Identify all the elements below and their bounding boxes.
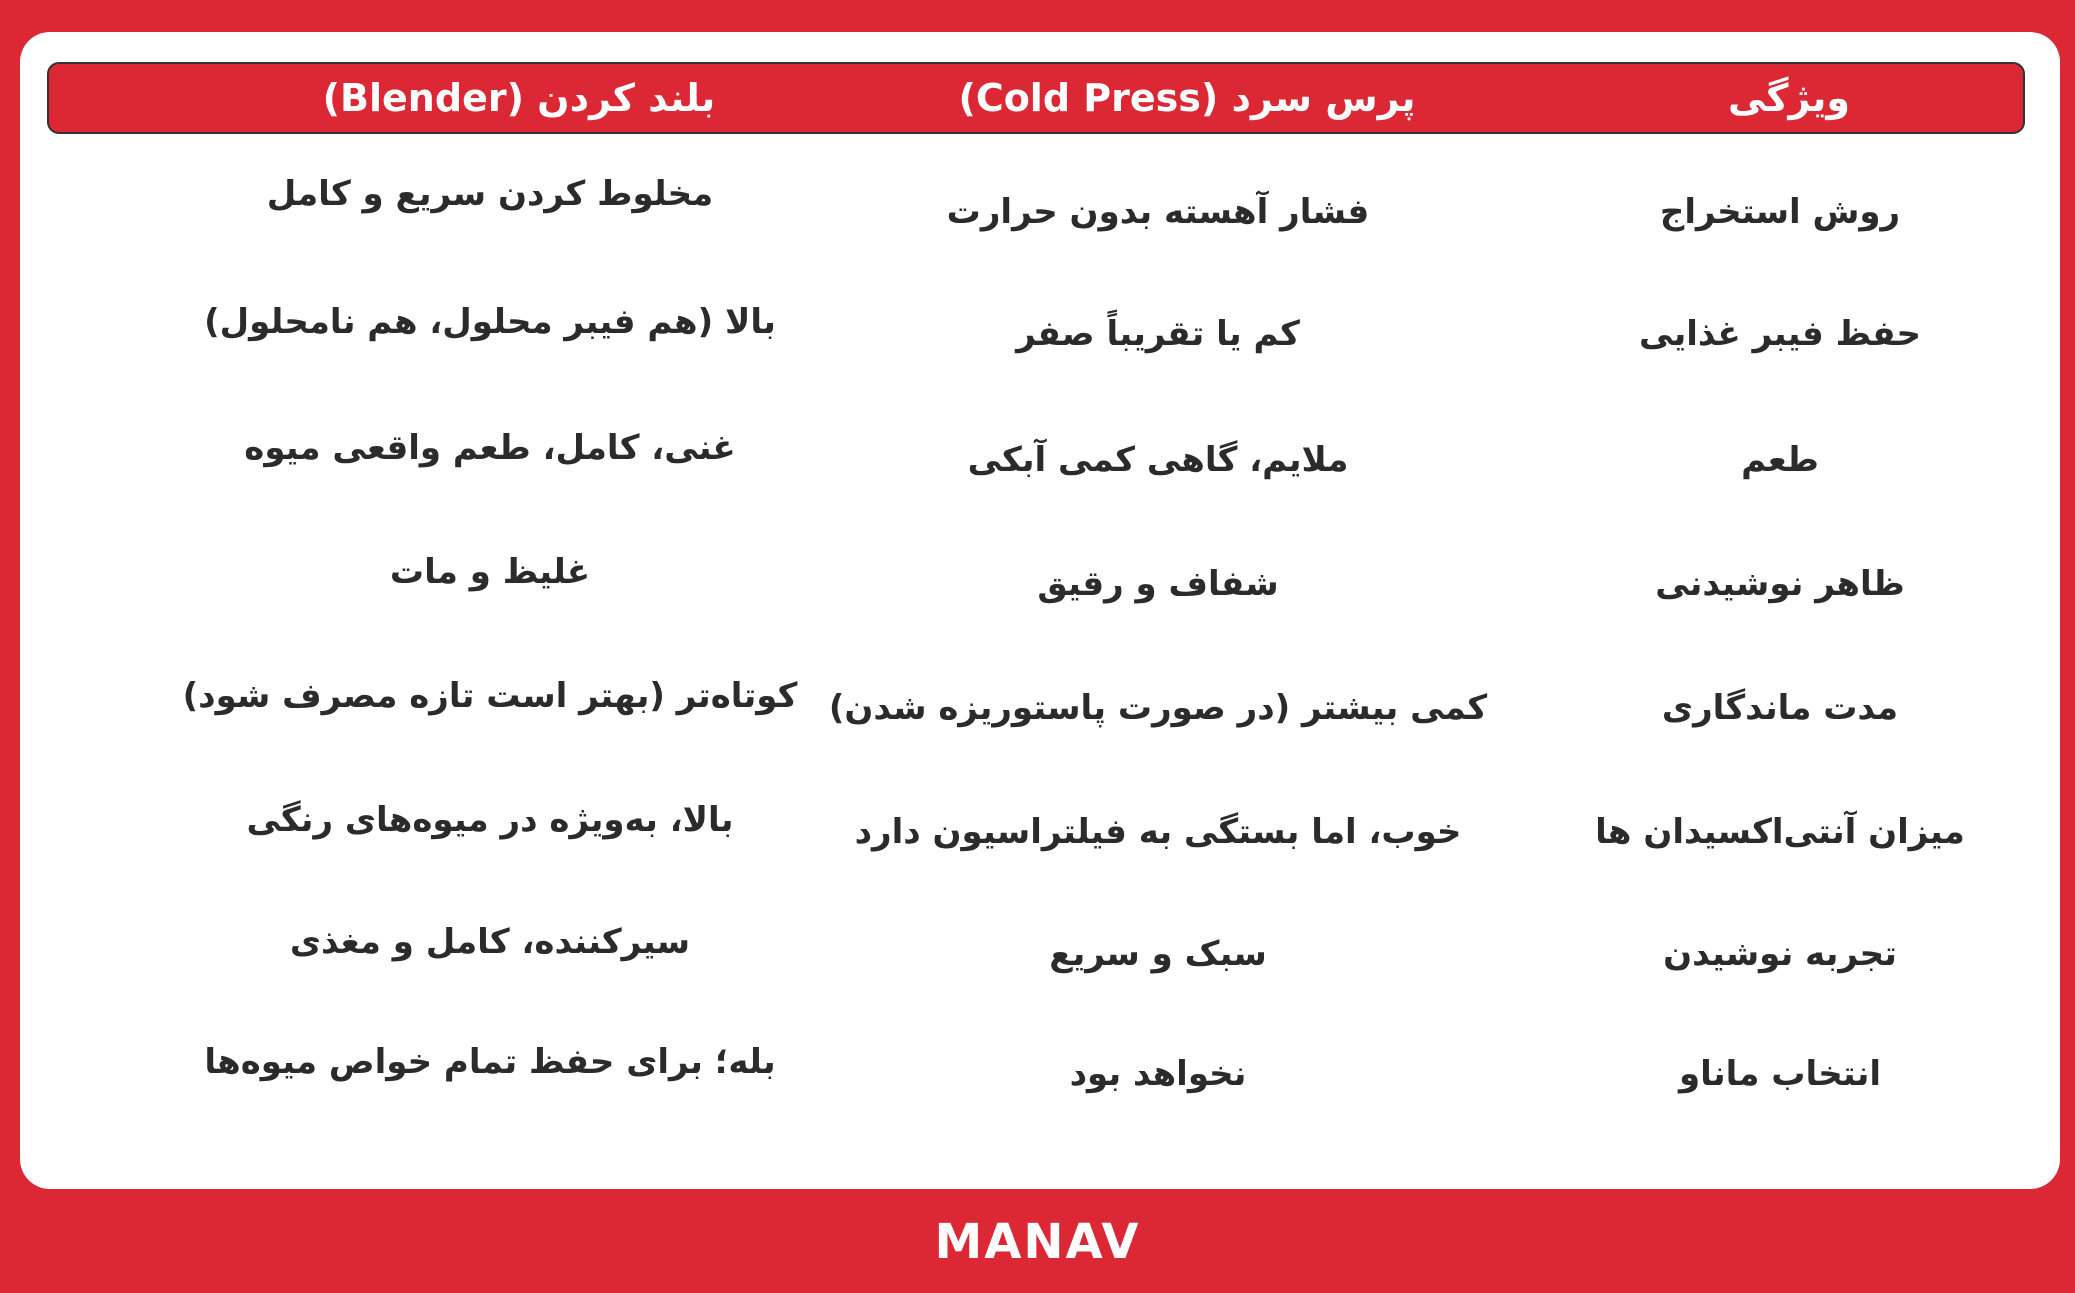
cell-feature: انتخاب ماناو: [1678, 1054, 1882, 1094]
table-row: [20, 792, 2060, 872]
cell-cold-press: خوب، اما بستگی به فیلتراسیون دارد: [854, 812, 1462, 852]
cell-blender: غنی، کامل، طعم واقعی میوه: [244, 428, 736, 468]
cell-blender: سیرکننده، کامل و مغذی: [289, 922, 691, 962]
cell-blender: مخلوط کردن سریع و کامل: [266, 174, 714, 214]
cell-blender: غلیظ و مات: [389, 552, 591, 592]
cell-feature: روش استخراج: [1659, 192, 1901, 232]
cell-feature: حفظ فیبر غذایی: [1639, 314, 1921, 354]
cell-cold-press: فشار آهسته بدون حرارت: [946, 192, 1370, 232]
cell-cold-press: ملایم، گاهی کمی آبکی: [967, 440, 1349, 480]
cell-cold-press: نخواهد بود: [1069, 1054, 1247, 1094]
table-row: [20, 544, 2060, 624]
cell-cold-press: کم یا تقریباً صفر: [1016, 314, 1300, 354]
manav-logo: MANAV: [934, 1214, 1141, 1270]
cell-cold-press: کمی بیشتر (در صورت پاستوریزه شدن): [828, 688, 1488, 728]
table-row: [20, 1034, 2060, 1114]
table-row: [20, 294, 2060, 374]
cell-feature: مدت ماندگاری: [1661, 688, 1899, 728]
table-row: [20, 420, 2060, 500]
header-blender: بلند کردن (Blender): [322, 76, 716, 120]
cell-feature: تجربه نوشیدن: [1663, 934, 1897, 974]
cell-feature: میزان آنتی‌اکسیدان ها: [1595, 812, 1965, 852]
table-row: [20, 172, 2060, 252]
cell-feature: طعم: [1741, 440, 1819, 480]
header-feature: ویژگی: [1727, 76, 1851, 120]
cell-blender: بله؛ برای حفظ تمام خواص میوه‌ها: [204, 1042, 776, 1082]
cell-feature: ظاهر نوشیدنی: [1655, 564, 1905, 604]
cell-blender: کوتاه‌تر (بهتر است تازه مصرف شود): [182, 676, 798, 716]
cell-blender: بالا (هم فیبر محلول، هم نامحلول): [204, 302, 776, 342]
header-cold-press: پرس سرد (Cold Press): [958, 76, 1416, 120]
table-row: [20, 668, 2060, 748]
cell-blender: بالا، به‌ویژه در میوه‌های رنگی: [246, 800, 734, 840]
cell-cold-press: سبک و سریع: [1049, 934, 1267, 974]
comparison-card: [20, 32, 2060, 1189]
table-row: [20, 914, 2060, 994]
cell-cold-press: شفاف و رقیق: [1037, 564, 1279, 604]
table-header: [47, 62, 2025, 134]
